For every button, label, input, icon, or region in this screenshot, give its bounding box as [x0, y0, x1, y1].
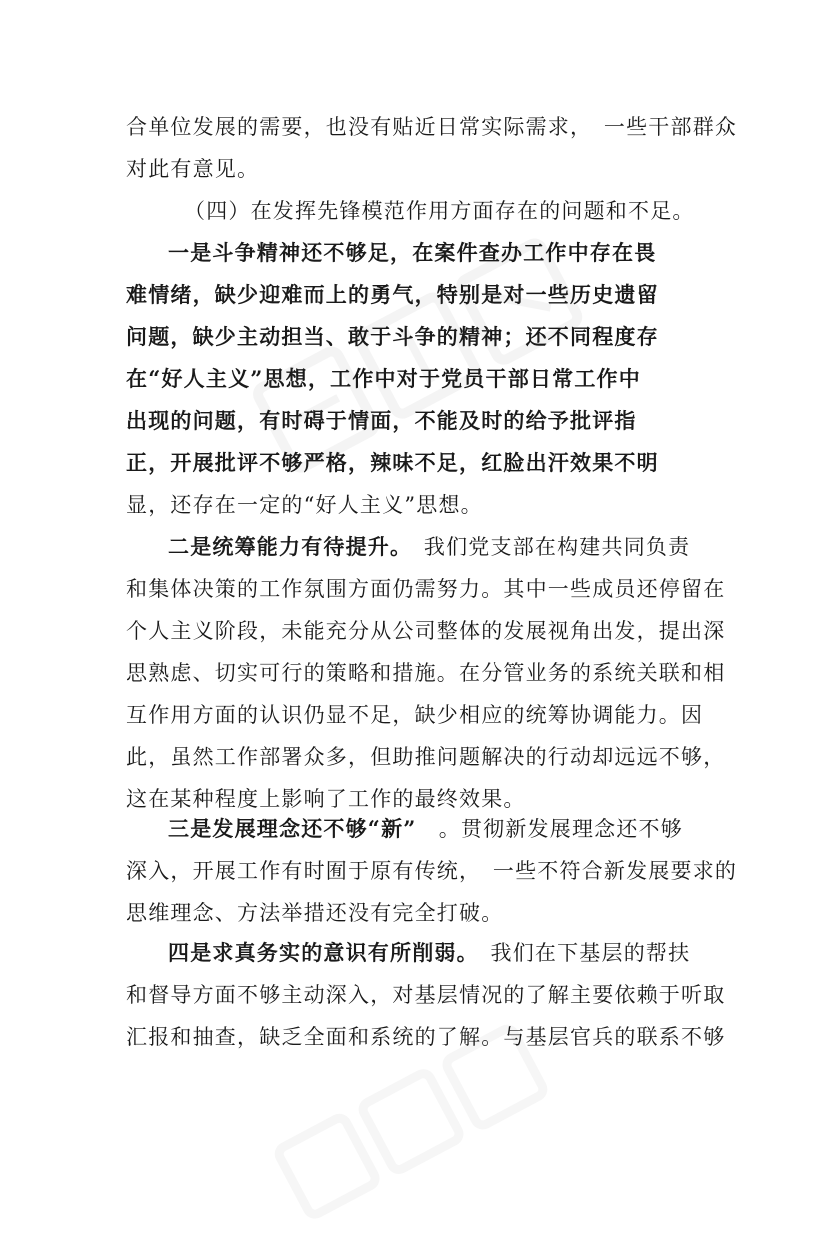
- text-line: [126, 932, 700, 974]
- text-line: 在“好人主义”思想，工作中对于党员干部日常工作中: [126, 366, 641, 391]
- text-line: 思维理念、方法举措还没有完全打破。: [126, 901, 504, 925]
- text-line: 和督导方面不够主动深入，对基层情况的了解主要依赖于听取: [126, 983, 726, 1007]
- text-line: 个人主义阶段，未能充分从公司整体的发展视角出发，提出深: [126, 619, 726, 643]
- text-fragment: 我们党支部在构建共同负责: [401, 535, 691, 559]
- text-line: 对此有意见。: [126, 157, 260, 181]
- paragraph-heading: 四是求真务实的意识有所削弱。: [168, 940, 469, 965]
- paragraph-point-four: [126, 932, 726, 1058]
- section-heading-four: [126, 190, 700, 232]
- text-line: 正，开展批评不够严格，辣味不足，红脸出汗效果不明: [126, 450, 659, 475]
- text-line: [126, 808, 700, 850]
- paragraph-heading: 三是发展理念还不够“新”: [168, 816, 417, 841]
- text-line: 和集体决策的工作氛围方面仍需努力。其中一些成员还停留在: [126, 577, 726, 601]
- text-line: 深入，开展工作有时囿于原有传统， 一些不符合新发展要求的: [126, 859, 738, 883]
- text-line: 此，虽然工作部署众多，但助推问题解决的行动却远远不够，: [126, 745, 726, 769]
- text-line: 问题，缺少主动担当、敢于斗争的精神；还不同程度存: [126, 324, 659, 349]
- text-fragment: 。贯彻新发展理念还不够: [416, 817, 683, 841]
- text-line: 互作用方面的认识仍显不足，缺少相应的统筹协调能力。因: [126, 703, 704, 727]
- text-line: 合单位发展的需要，也没有贴近日常实际需求， 一些干部群众: [126, 115, 738, 139]
- text-line: 这在某种程度上影响了工作的最终效果。: [126, 787, 526, 811]
- text-line: 汇报和抽查，缺乏全面和系统的了解。与基层官兵的联系不够: [126, 1025, 726, 1049]
- text-line: 一是斗争精神还不够足，在案件查办工作中存在畏: [168, 240, 657, 265]
- section-heading-text: （四）在发挥先锋模范作用方面存在的问题和不足。: [184, 199, 695, 223]
- paragraph-continuation: [126, 106, 738, 190]
- text-line: 思熟虑、切实可行的策略和措施。在分管业务的系统关联和相: [126, 661, 726, 685]
- text-line: 难情绪，缺少迎难而上的勇气，特别是对一些历史遗留: [126, 282, 659, 307]
- paragraph-point-two: [126, 526, 726, 820]
- text-line: 显，还存在一定的“好人主义”思想。: [126, 493, 483, 517]
- paragraph-point-three: [126, 808, 738, 934]
- text-line: 出现的问题，有时碍于情面，不能及时的给予批评指: [126, 408, 637, 433]
- text-fragment: 我们在下基层的帮扶: [468, 941, 691, 965]
- paragraph-heading: 二是统筹能力有待提升。: [168, 534, 402, 559]
- text-line: [126, 526, 700, 568]
- paragraph-point-one: [126, 232, 700, 526]
